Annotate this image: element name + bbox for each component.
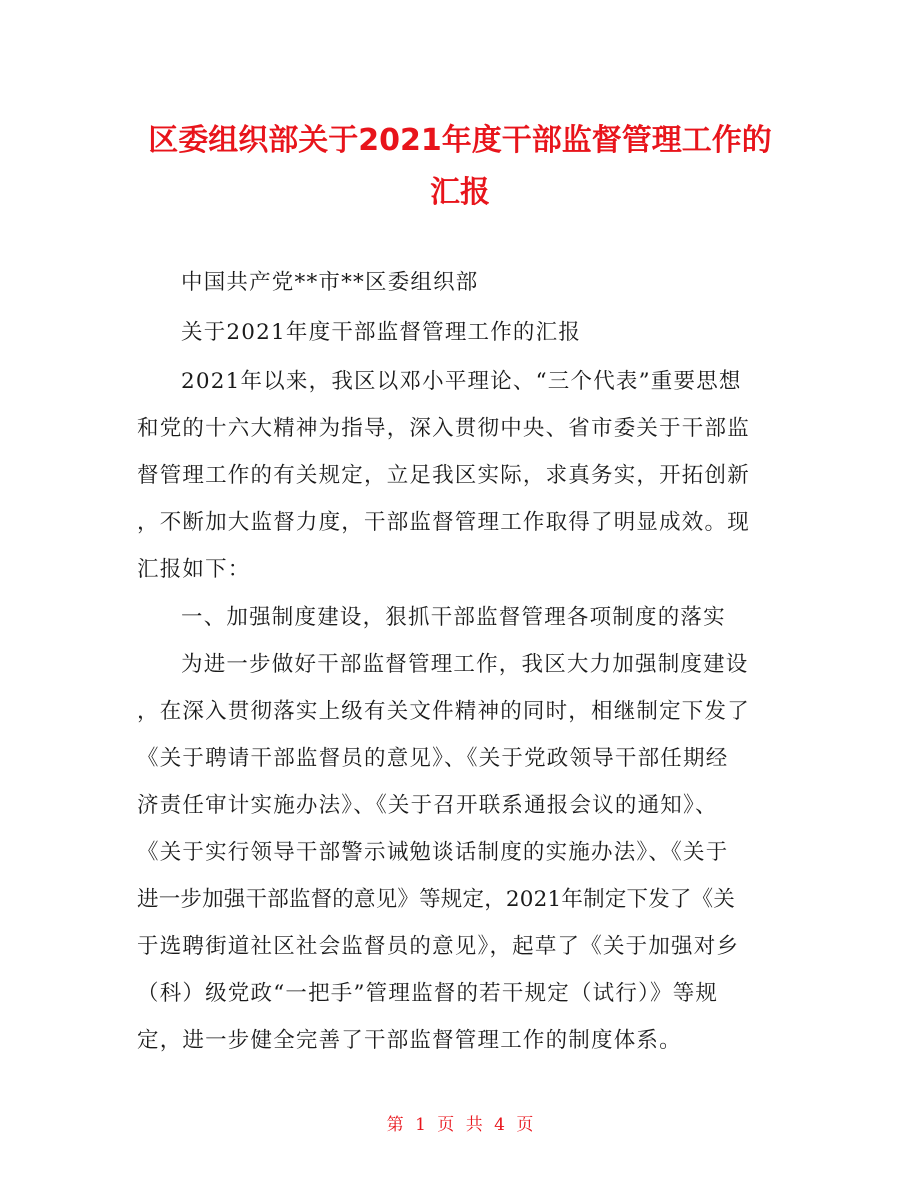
body-line: 《关于实行领导干部警示诫勉谈话制度的实施办法》、《关于 <box>137 840 729 865</box>
document-title-line-2: 汇报 <box>430 175 490 210</box>
body-line: 汇报如下： <box>137 557 251 582</box>
body-line: 中国共产党**市**区委组织部 <box>181 270 479 295</box>
body-line: 2021年以来，我区以邓小平理论、“三个代表”重要思想 <box>181 369 742 394</box>
section-heading: 一、加强制度建设，狠抓干部监督管理各项制度的落实 <box>181 605 726 630</box>
body-line: 和党的十六大精神为指导，深入贯彻中央、省市委关于干部监 <box>137 416 750 441</box>
page-number-footer: 第 1 页 共 4 页 <box>386 1115 534 1135</box>
body-line: 《关于聘请干部监督员的意见》、《关于党政领导干部任期经 <box>137 746 729 771</box>
body-line: （科）级党政“一把手”管理监督的若干规定（试行）》等规 <box>137 981 719 1006</box>
body-line: 督管理工作的有关规定，立足我区实际，求真务实，开拓创新 <box>137 463 750 488</box>
body-line: 济责任审计实施办法》、《关于召开联系通报会议的通知》、 <box>137 793 718 818</box>
body-line: 关于2021年度干部监督管理工作的汇报 <box>181 320 582 345</box>
body-line: 定，进一步健全完善了干部监督管理工作的制度体系。 <box>137 1028 682 1053</box>
body-line: ，不断加大监督力度，干部监督管理工作取得了明显成效。现 <box>137 510 750 535</box>
body-line: ，在深入贯彻落实上级有关文件精神的同时，相继制定下发了 <box>137 699 750 724</box>
document-title-line-1: 区委组织部关于2021年度干部监督管理工作的 <box>148 123 772 158</box>
body-line: 于选聘街道社区社会监督员的意见》，起草了《关于加强对乡 <box>137 934 740 959</box>
body-line: 进一步加强干部监督的意见》等规定，2021年制定下发了《关 <box>137 887 736 912</box>
body-line: 为进一步做好干部监督管理工作，我区大力加强制度建设 <box>181 652 749 677</box>
